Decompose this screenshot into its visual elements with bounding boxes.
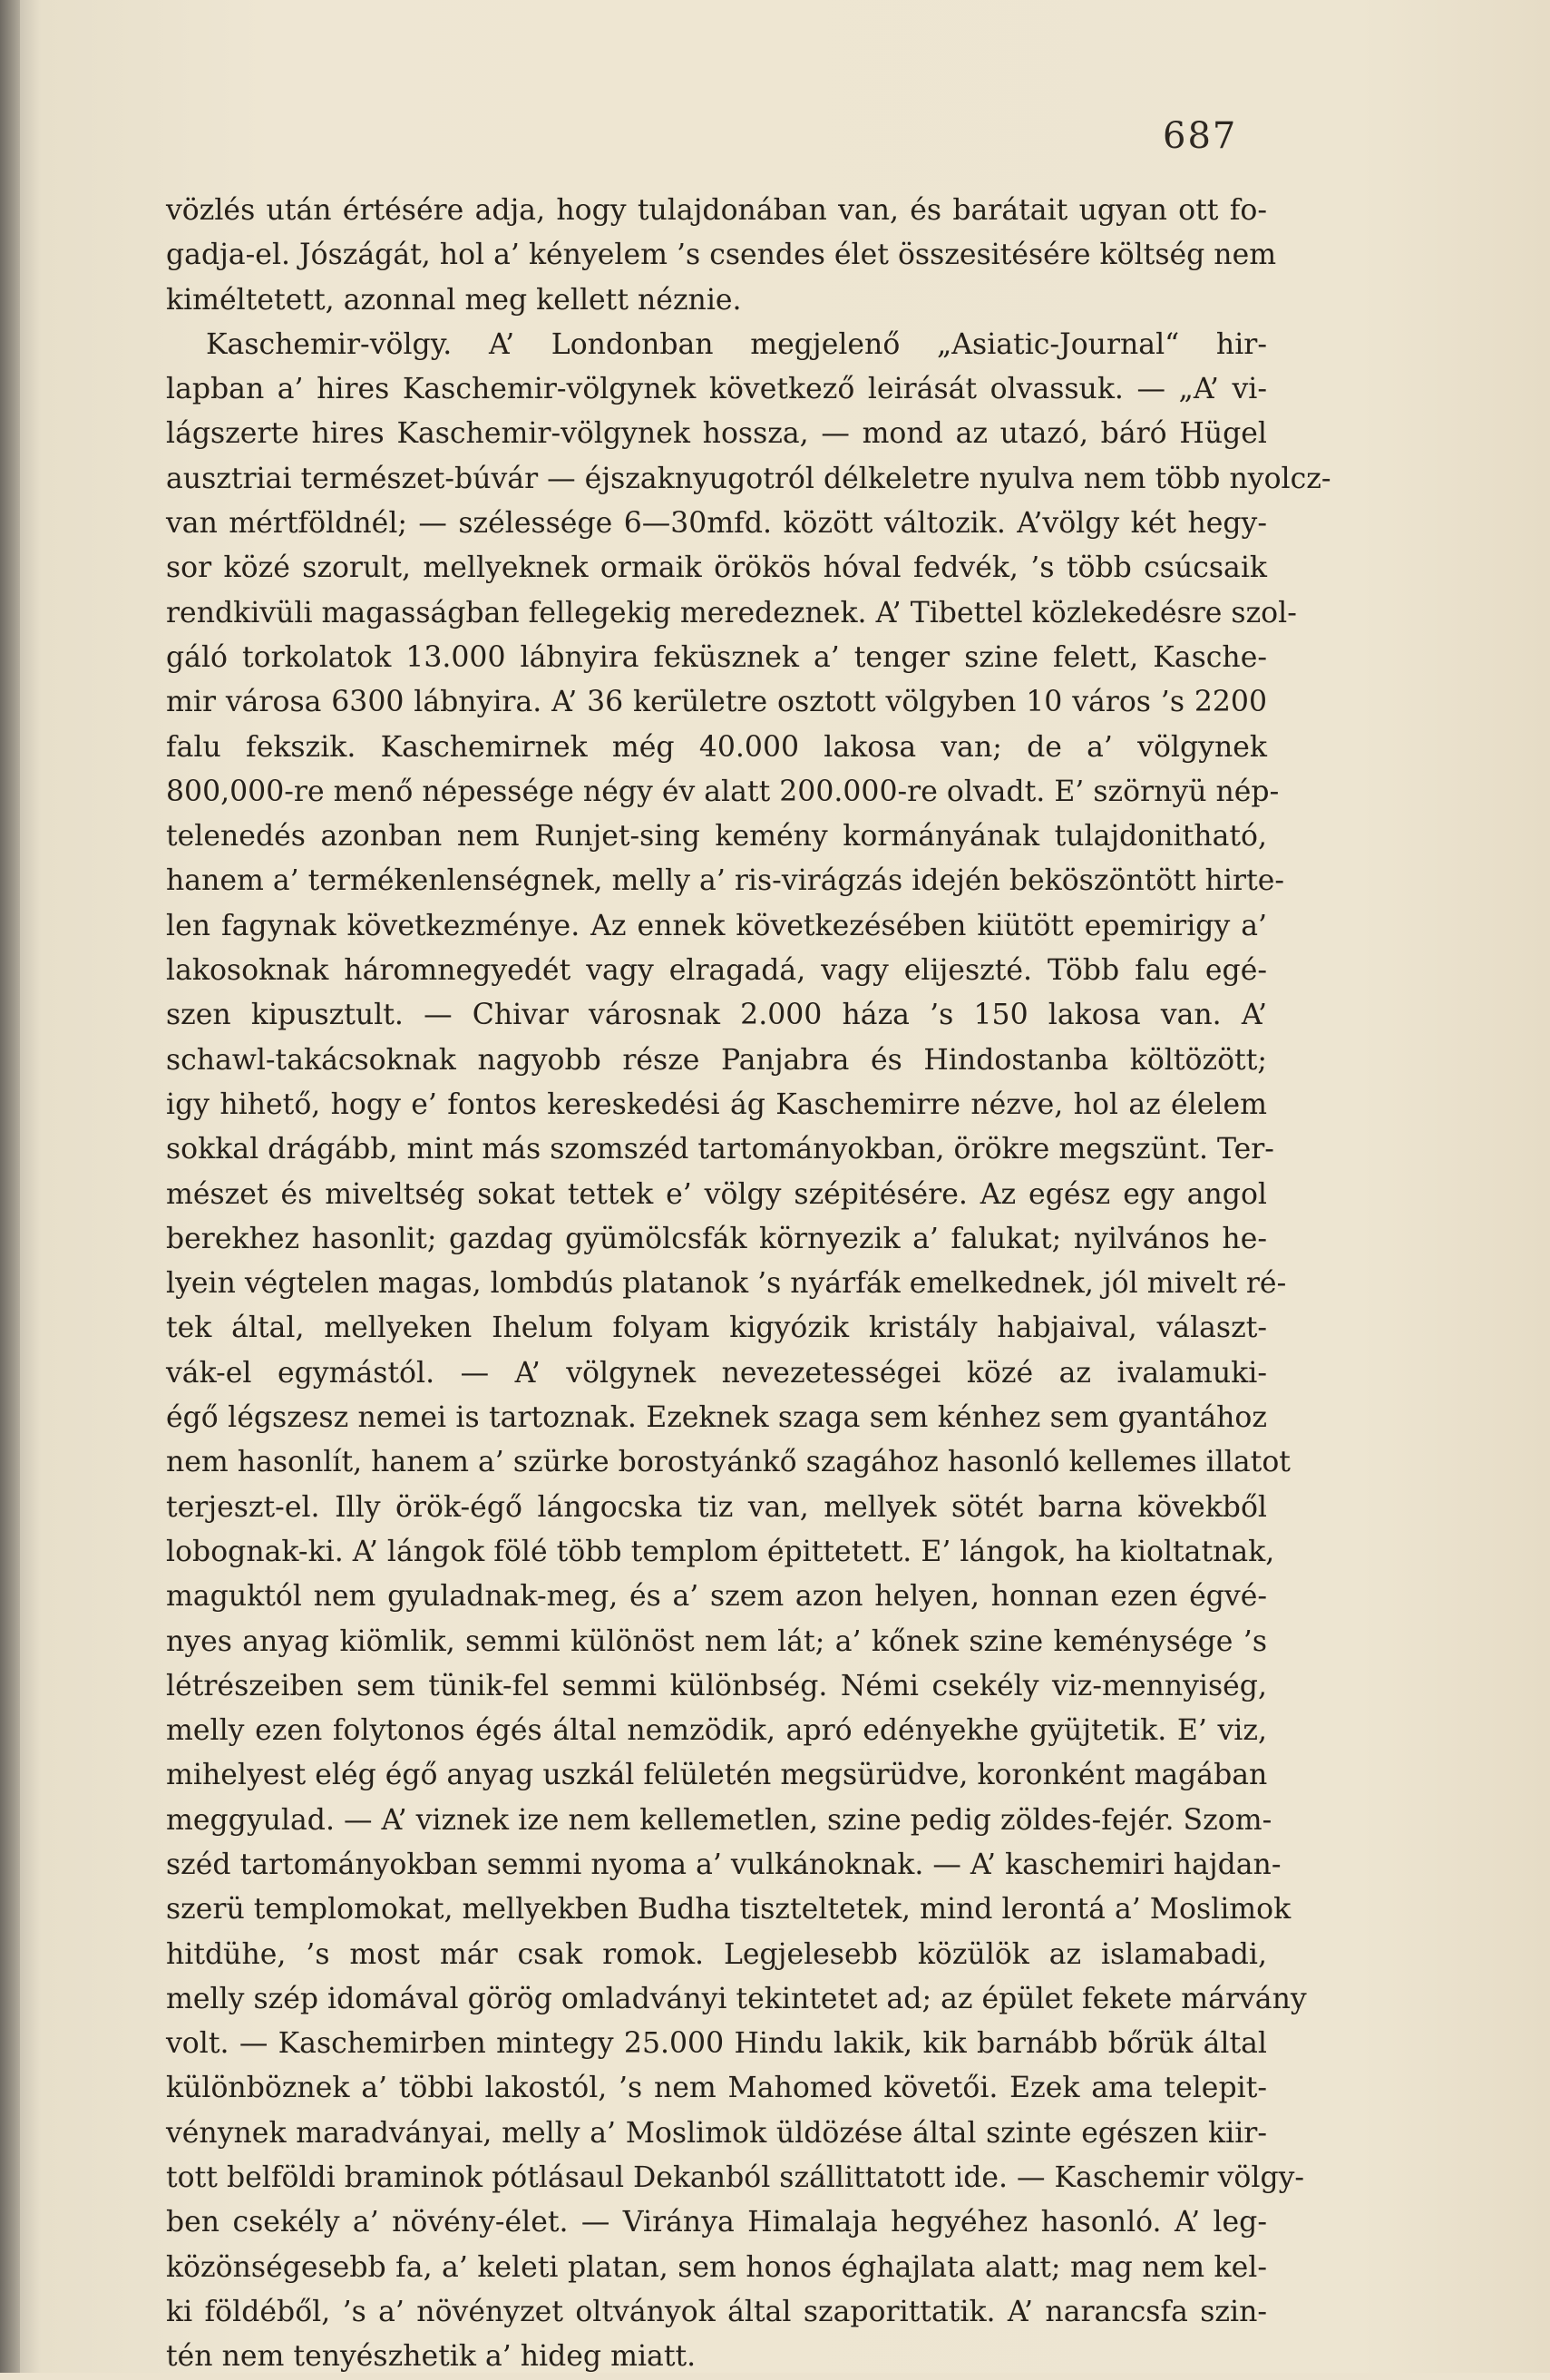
body-text [166,189,1331,2380]
text-line: vénynek maradványai, melly a’ Moslimok üldözése által szinte egészen kiir- [166,2116,1267,2150]
text-line: gadja-el. Jószágát, hol a’ kényelem ’s csendes élet összesitésére költség nem [166,239,1277,272]
text-line: ki földéből, ’s a’ növényzet oltványok által szaporittatik. A’ narancsfa szin- [166,2295,1267,2328]
text-line: tén nem tenyészhetik a’ hideg miatt. [166,2340,697,2374]
text-line: lakosoknak háromnegyedét vagy elragadá, vagy elijeszté. Több falu egé- [166,954,1267,988]
text-line: szen kipusztult. — Chivar városnak 2.000 háza ’s 150 lakosa van. A’ [166,999,1267,1032]
text-line: len fagynak következménye. Az ennek következésében kiütött epemirigy a’ [166,909,1267,942]
text-line: nyes anyag kiömlik, semmi különöst nem lát; a’ kőnek szine keménysége ’s [166,1624,1267,1658]
text-line: berekhez hasonlit; gazdag gyümölcsfák környezik a’ falukat; nyilvános he- [166,1222,1267,1255]
text-line: meggyulad. — A’ viznek ize nem kellemetlen, szine pedig zöldes-fejér. Szom- [166,1803,1272,1837]
text-line: igy hihető, hogy e’ fontos kereskedési ág Kaschemirre nézve, hol az élelem [166,1088,1267,1121]
text-line: mihelyest elég égő anyag uszkál felületén megsürüdve, koronként magában [166,1759,1268,1792]
text-line: lapban a’ hires Kaschemir-völgynek következő leirását olvassuk. — „A’ vi- [166,373,1267,406]
text-line: terjeszt-el. Illy örök-égő lángocska tiz van, mellyek sötét barna kövekből [166,1490,1267,1524]
text-line: szerü templomokat, mellyekben Budha tiszteltetek, mind lerontá a’ Moslimok [166,1893,1292,1926]
text-line: mir városa 6300 lábnyira. A’ 36 kerületre osztott völgyben 10 város ’s 2200 [166,686,1267,719]
text-line: Kaschemir-völgy. A’ Londonban megjelenő „Asiatic-Journal“ hir- [206,327,1267,361]
text-line: volt. — Kaschemirben mintegy 25.000 Hindu lakik, kik barnább bőrük által [166,2027,1267,2061]
text-line: hanem a’ termékenlenségnek, melly a’ ris-virágzás idején beköszöntött hirte- [166,864,1285,898]
text-line: közönségesebb fa, a’ keleti platan, sem honos éghajlata alatt; mag nem kel- [166,2250,1267,2284]
text-line: gáló torkolatok 13.000 lábnyira feküsznek a’ tenger szine felett, Kasche- [166,640,1267,674]
text-line: melly szép idomával görög omladványi tekintetet ad; az épület fekete márvány [166,1982,1307,2015]
text-line: égő légszesz nemei is tartoznak. Ezeknek szaga sem kénhez sem gyantához [166,1401,1267,1435]
text-line: széd tartományokban semmi nyoma a’ vulkánoknak. — A’ kaschemiri hajdan- [166,1848,1282,1881]
text-line: sor közé szorult, mellyeknek ormaik örökös hóval fedvék, ’s több csúcsaik [166,551,1267,585]
text-line: vözlés után értésére adja, hogy tulajdonában van, és barátait ugyan ott fo- [166,194,1267,227]
text-line: falu fekszik. Kaschemirnek még 40.000 lakosa van; de a’ völgynek [166,730,1267,764]
text-line: nem hasonlít, hanem a’ szürke borostyánkő szagához hasonló kellemes illatot [166,1446,1291,1479]
text-line: lobognak-ki. A’ lángok fölé több templom épittetett. E’ lángok, ha kioltatnak, [166,1535,1275,1568]
text-line: mészet és miveltség sokat tettek e’ völgy szépitésére. Az egész egy angol [166,1177,1267,1211]
page-number: 687 [1163,115,1238,157]
text-line: 800,000-re menő népessége négy év alatt 200.000-re olvadt. E’ szörnyü nép- [166,775,1280,808]
text-line: sokkal drágább, mint más szomszéd tartományokban, örökre megszünt. Ter- [166,1133,1274,1166]
text-line: lágszerte hires Kaschemir-völgynek hossza, — mond az utazó, báró Hügel [166,417,1267,451]
text-line: létrészeiben sem tünik-fel semmi különbség. Némi csekély viz-mennyiség, [166,1669,1267,1702]
text-line: maguktól nem gyuladnak-meg, és a’ szem azon helyen, honnan ezen égvé- [166,1580,1267,1614]
text-line: ausztriai természet-búvár — éjszaknyugotról délkeletre nyulva nem több nyolcz- [166,462,1331,495]
binding-shadow [0,0,20,2373]
text-line: melly ezen folytonos égés által nemzödik, apró edényekhe gyüjtetik. E’ viz, [166,1714,1267,1748]
text-line: hitdühe, ’s most már csak romok. Legjelesebb közülök az islamabadi, [166,1937,1267,1971]
text-line: tott belföldi braminok pótlásaul Dekanból szállittatott ide. — Kaschemir völgy- [166,2161,1305,2195]
text-line: telenedés azonban nem Runjet-sing kemény kormányának tulajdonitható, [166,820,1267,853]
text-line: különböznek a’ többi lakostól, ’s nem Mahomed követői. Ezek ama telepit- [166,2072,1267,2105]
text-line: vák-el egymástól. — A’ völgynek nevezetességei közé az ivalamuki- [166,1356,1267,1390]
text-line: rendkivüli magasságban fellegekig meredeznek. A’ Tibettel közlekedésre szol- [166,596,1297,629]
text-line: lyein végtelen magas, lombdús platanok ’s nyárfák emelkednek, jól mivelt ré- [166,1267,1287,1301]
text-line: van mértföldnél; — szélessége 6—30mfd. között változik. A’völgy két hegy- [166,507,1267,541]
text-line: tek által, mellyeken Ihelum folyam kigyózik kristály habjaival, választ- [166,1312,1267,1345]
text-line: ben csekély a’ növény-élet. — Viránya Himalaja hegyéhez hasonló. A’ leg- [166,2206,1267,2239]
text-line: kiméltetett, azonnal meg kellett néznie. [166,283,742,317]
text-line: schawl-takácsoknak nagyobb része Panjabra és Hindostanba költözött; [166,1043,1267,1077]
